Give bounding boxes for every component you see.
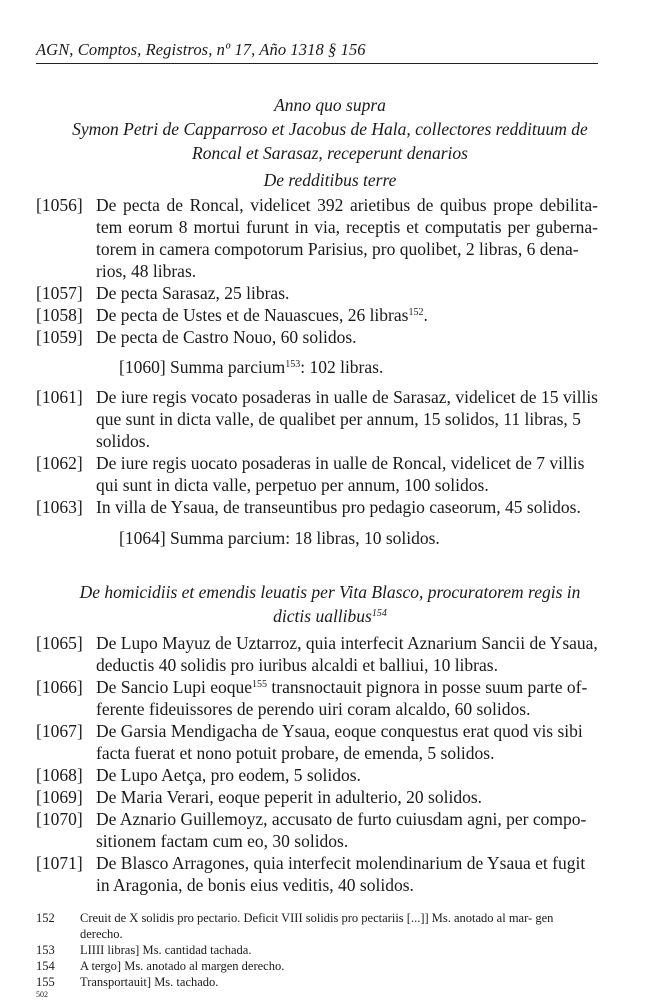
subheading: De redditibus terre (263, 170, 397, 190)
footnote-ref-155[interactable]: 155 (252, 679, 267, 690)
entry-line: qui sunt in dicta valle, perpetuo per annum, 100 solidos. (96, 475, 489, 495)
entry-number: [1061] (36, 387, 83, 407)
footnote-ref-154[interactable]: 154 (371, 608, 387, 619)
entry-line: De pecta Sarasaz, 25 libras. (96, 283, 290, 303)
footnote-154 (36, 958, 598, 974)
entry-1067 (36, 720, 598, 764)
entry-line: in Aragonia, de bonis eius veditis, 40 solidos. (96, 875, 414, 895)
entry-line: solidos. (96, 431, 150, 451)
entry-line: De Lupo Mayuz de Uztarroz, quia interfecit Aznarium Sancii de Ysaua, (96, 633, 598, 653)
entry-line: De Aznario Guillemoyz, accusato de furto cuiusdam agni, per compo- (96, 809, 587, 829)
entry-line-start: De Sancio Lupi eoque (96, 677, 252, 697)
entry-number: [1057] (36, 283, 83, 303)
section-heading-line-2: Symon Petri de Capparroso et Jacobus de Hala, collectores reddituum de (72, 119, 588, 139)
entry-line: sitionem factam cum eo, 30 solidos. (96, 831, 349, 851)
sum-1064: [1064] Summa parcium: 18 libras, 10 solidos. (119, 528, 440, 548)
entry-number: [1058] (36, 305, 83, 325)
entry-line: De iure regis vocato posaderas in ualle de Sarasaz, videlicet de 15 villis (96, 387, 598, 407)
entry-line: deductis 40 solidis pro iuribus alcaldi et balliui, 10 libras. (96, 655, 498, 675)
footnote-ref-152[interactable]: 152 (408, 307, 424, 318)
entry-line: rios, 48 libras. (96, 261, 197, 281)
footnote-number: 155 (36, 975, 55, 989)
entry-number: [1067] (36, 721, 83, 741)
entry-number: [1056] (36, 195, 83, 215)
entry-1057 (36, 282, 598, 304)
entry-1070 (36, 808, 598, 852)
entry-text (96, 194, 598, 282)
entry-line: De pecta de Ustes et de Nauascues, 26 libras (96, 305, 409, 325)
entry-1058 (36, 304, 598, 326)
running-head: AGN, Comptos, Registros, nº 17, Año 1318 § 156 (36, 40, 366, 59)
entry-line: De iure regis uocato posaderas in ualle de Roncal, videlicet de 7 villis (96, 453, 585, 473)
footnote-number: 153 (36, 943, 55, 957)
sum-1060 (119, 356, 383, 378)
entry-line: De Garsia Mendigacha de Ysaua, eoque conquestus erat quod vis sibi (96, 721, 583, 741)
sum-text-tail: : 102 libras. (300, 357, 384, 377)
footnote-155 (36, 974, 598, 990)
entry-line: De pecta de Roncal, videlicet 392 arietibus de quibus prope debilita- (96, 195, 598, 215)
entry-number: [1062] (36, 453, 83, 473)
entry-1065 (36, 632, 598, 676)
heading2-text: dictis uallibus (273, 606, 372, 626)
footnote-line: Creuit de X solidis pro pectario. Deficit VIII solidis pro pectariis [...]] Ms. anotado al mar- (80, 911, 533, 925)
footnote-text: LIIII libras] Ms. cantidad tachada. (80, 943, 252, 957)
entry-number: [1071] (36, 853, 83, 873)
entry-1059 (36, 326, 598, 348)
entry-line: ferente fideuissores de perendo uiri coram alcaldo, 60 solidos. (96, 699, 531, 719)
entry-1062 (36, 452, 598, 496)
footnote-text: A tergo] Ms. anotado al margen derecho. (80, 959, 285, 973)
folio: 502 (36, 990, 48, 999)
entry-1063 (36, 496, 598, 518)
footnote-ref-153[interactable]: 153 (285, 359, 301, 370)
entry-line: De Blasco Arragones, quia interfecit molendinarium de Ysaua et fugit (96, 853, 586, 873)
footnote-153 (36, 942, 598, 958)
section-heading-line-1: Anno quo supra (274, 95, 386, 115)
entry-1069 (36, 786, 598, 808)
entry-1061 (36, 386, 598, 452)
entry-line: tem eorum 8 mortui furunt in via, receptis et computatis per guberna- (96, 217, 598, 237)
footnote-152 (36, 910, 598, 942)
entry-1068 (36, 764, 598, 786)
footnote-text (80, 910, 598, 942)
entry-1056 (36, 194, 598, 282)
entry-line: De Lupo Aetça, pro eodem, 5 solidos. (96, 765, 361, 785)
entry-number: [1065] (36, 633, 83, 653)
entry-line-rest: transnoctauit pignora in posse suum parte of- (267, 677, 588, 697)
entry-line (96, 677, 587, 697)
entry-1066 (36, 676, 598, 720)
header-rule (36, 63, 598, 64)
entry-number: [1066] (36, 677, 83, 697)
section-heading-2-line-1: De homicidiis et emendis leuatis per Vita Blasco, procuratorem regis in (79, 582, 581, 602)
entry-line: torem in camera compotorum Parisius, pro quolibet, 2 libras, 6 dena- (96, 239, 579, 259)
sum-text: [1060] Summa parcium (119, 357, 286, 377)
footnote-text: Transportauit] Ms. tachado. (80, 975, 219, 989)
entry-line: que sunt in dicta valle, de qualibet per annum, 15 solidos, 11 libras, 5 (96, 409, 581, 429)
entry-1071 (36, 852, 598, 896)
entry-line: facta fuerat et nono potuit probare, de emenda, 5 solidos. (96, 743, 495, 763)
footnote-number: 154 (36, 959, 55, 973)
entry-line: In villa de Ysaua, de transeuntibus pro pedagio caseorum, 45 solidos. (96, 497, 581, 517)
entry-number: [1070] (36, 809, 83, 829)
entry-line: De Maria Verari, eoque peperit in adulterio, 20 solidos. (96, 787, 483, 807)
entry-number: [1063] (36, 497, 83, 517)
section-heading-line-3: Roncal et Sarasaz, receperunt denarios (192, 143, 468, 163)
entry-line: De pecta de Castro Nouo, 60 solidos. (96, 327, 357, 347)
entry-number: [1069] (36, 787, 83, 807)
footnote-number: 152 (36, 911, 55, 925)
section-heading-2-line-2 (0, 604, 660, 628)
entry-number: [1068] (36, 765, 83, 785)
footnote-line: gen derecho. (80, 911, 554, 941)
entry-punct: . (423, 305, 428, 325)
entry-number: [1059] (36, 327, 83, 347)
